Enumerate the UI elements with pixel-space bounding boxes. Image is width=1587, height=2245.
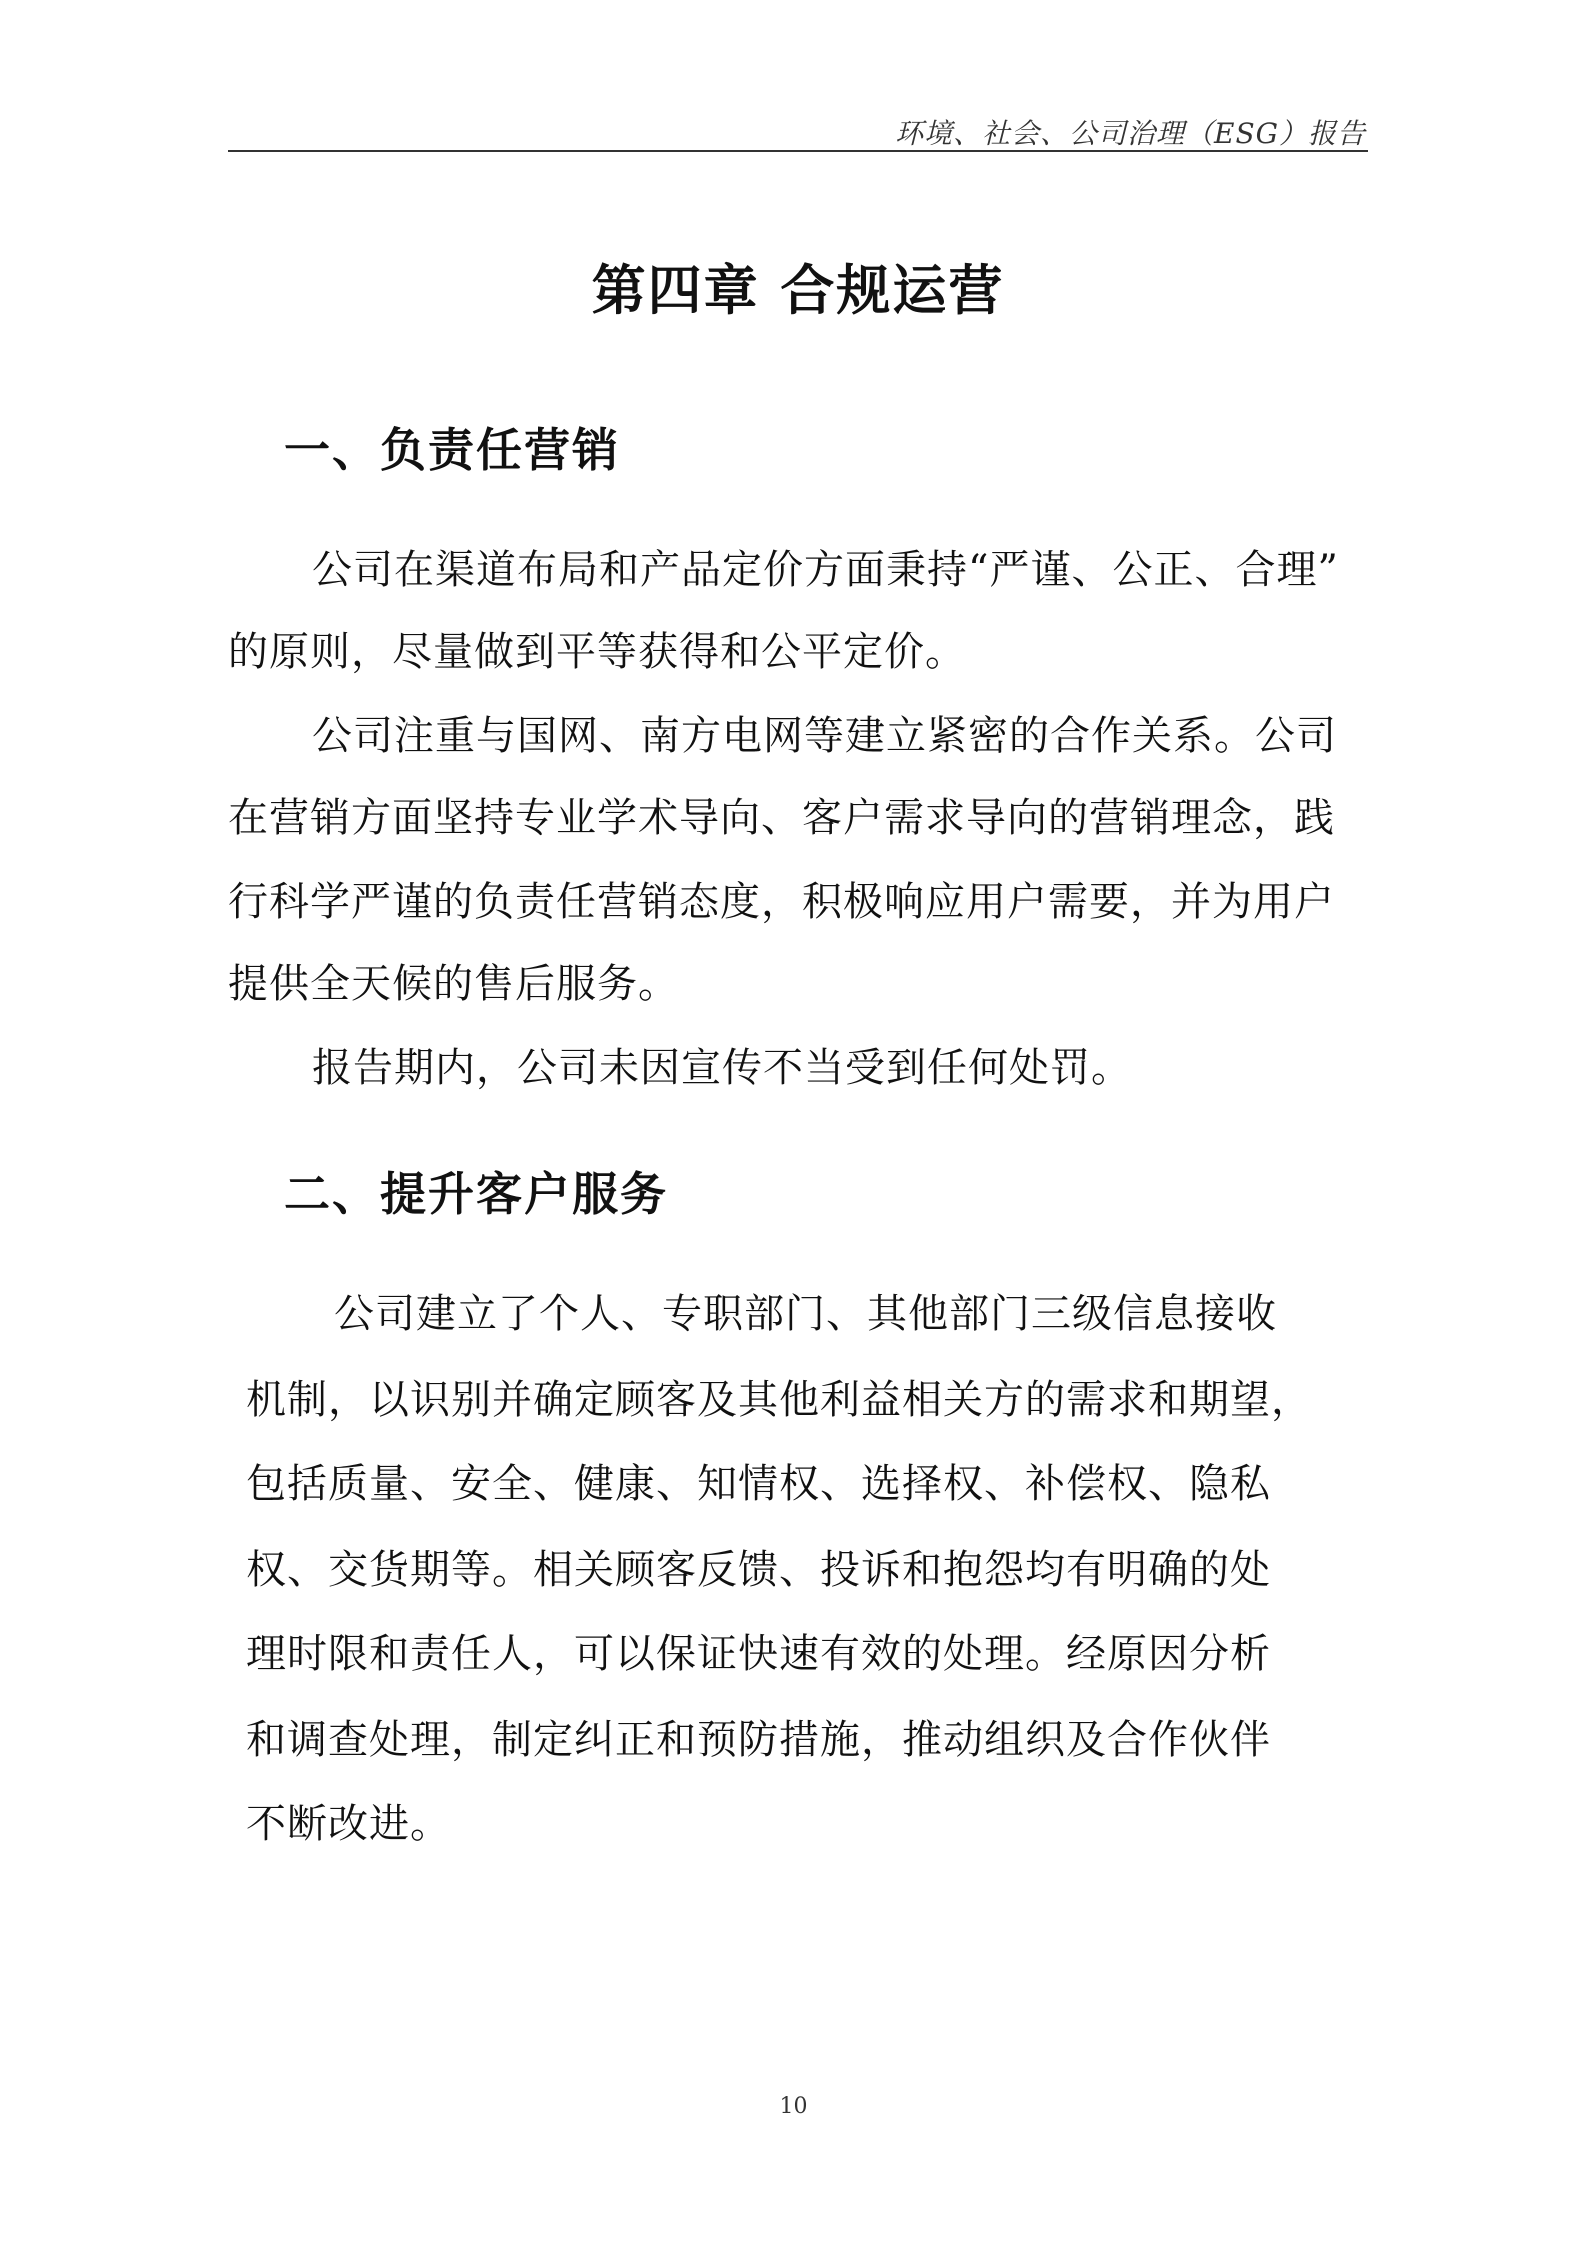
paragraph-line: 理时限和责任人，可以保证快速有效的处理。经原因分析 — [246, 1631, 1271, 1677]
paragraph-line: 和调查处理，制定纠正和预防措施，推动组织及合作伙伴 — [246, 1717, 1271, 1763]
paragraph-line: 提供全天候的售后服务。 — [228, 961, 679, 1007]
page-number: 10 — [779, 2094, 808, 2119]
page-header — [228, 112, 1368, 152]
paragraph-line: 不断改进。 — [246, 1801, 451, 1847]
paragraph-line: 包括质量、安全、健康、知情权、选择权、补偿权、隐私 — [246, 1461, 1271, 1507]
section-heading-responsible-marketing: 一、负责任营销 — [284, 423, 620, 477]
paragraph-line: 公司在渠道布局和产品定价方面秉持“严谨、公正、合理” — [312, 547, 1339, 593]
paragraph-line: 行科学严谨的负责任营销态度，积极响应用户需要，并为用户 — [228, 879, 1335, 925]
paragraph-line: 的原则，尽量做到平等获得和公平定价。 — [228, 629, 966, 675]
chapter-title: 第四章 合规运营 — [591, 259, 1005, 322]
paragraph-line: 机制，以识别并确定顾客及其他利益相关方的需求和期望， — [246, 1377, 1312, 1423]
paragraph-line: 报告期内，公司未因宣传不当受到任何处罚。 — [312, 1045, 1132, 1091]
header-title: 环境、社会、公司治理（ESG）报告 — [895, 117, 1366, 150]
paragraph-line: 公司建立了个人、专职部门、其他部门三级信息接收 — [334, 1291, 1277, 1337]
paragraph-line: 在营销方面坚持专业学术导向、客户需求导向的营销理念，践 — [228, 795, 1335, 841]
paragraph-line: 公司注重与国网、南方电网等建立紧密的合作关系。公司 — [312, 713, 1337, 759]
section-heading-customer-service: 二、提升客户服务 — [284, 1167, 668, 1221]
paragraph-line: 权、交货期等。相关顾客反馈、投诉和抱怨均有明确的处 — [246, 1547, 1271, 1593]
